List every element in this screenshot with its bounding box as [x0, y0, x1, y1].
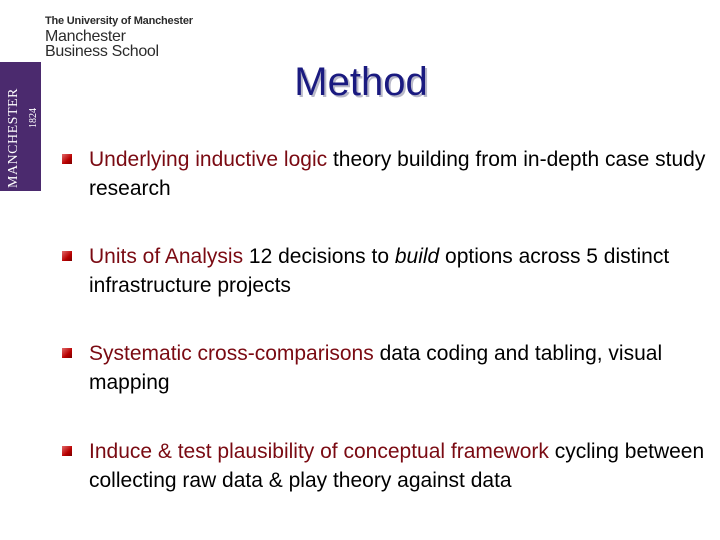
school-name: [45, 29, 159, 59]
school-name-line1: Manchester: [45, 28, 126, 45]
bullet-term: Underlying inductive logic: [89, 148, 328, 171]
bullet-term: Systematic cross-comparisons: [89, 342, 374, 365]
university-name: The University of Manchester: [45, 15, 193, 27]
bullet-marker-icon: [62, 154, 72, 164]
bullet-marker-icon: [62, 251, 72, 261]
bullet-description: data coding and tabling, visual mapping: [89, 342, 663, 394]
bullet-term: Units of Analysis: [89, 245, 244, 268]
slide-title: [0, 60, 720, 105]
slide-title-text: Method: [294, 60, 428, 104]
bullet-text: [89, 242, 709, 300]
bullet-term: Induce & test plausibility of conceptual framework: [89, 440, 549, 463]
bullet-marker-icon: [62, 348, 72, 358]
bullet-description: theory building from in-depth case study research: [89, 148, 706, 200]
school-name-line2: Business School: [45, 43, 159, 60]
crest-year: 1824: [28, 108, 39, 128]
bullet-emphasis: build: [394, 245, 440, 268]
bullet-text: [89, 437, 709, 495]
bullet-description: 12 decisions to: [243, 245, 395, 268]
crest-word: MANCHESTER: [6, 88, 21, 188]
bullet-text: [89, 339, 709, 397]
bullet-marker-icon: [62, 446, 72, 456]
bullet-text: [89, 145, 709, 203]
bullet-description-cont: options across 5 distinct infrastructure projects: [89, 245, 670, 297]
bullet-description: cycling between collecting raw data & play theory against data: [89, 440, 705, 492]
